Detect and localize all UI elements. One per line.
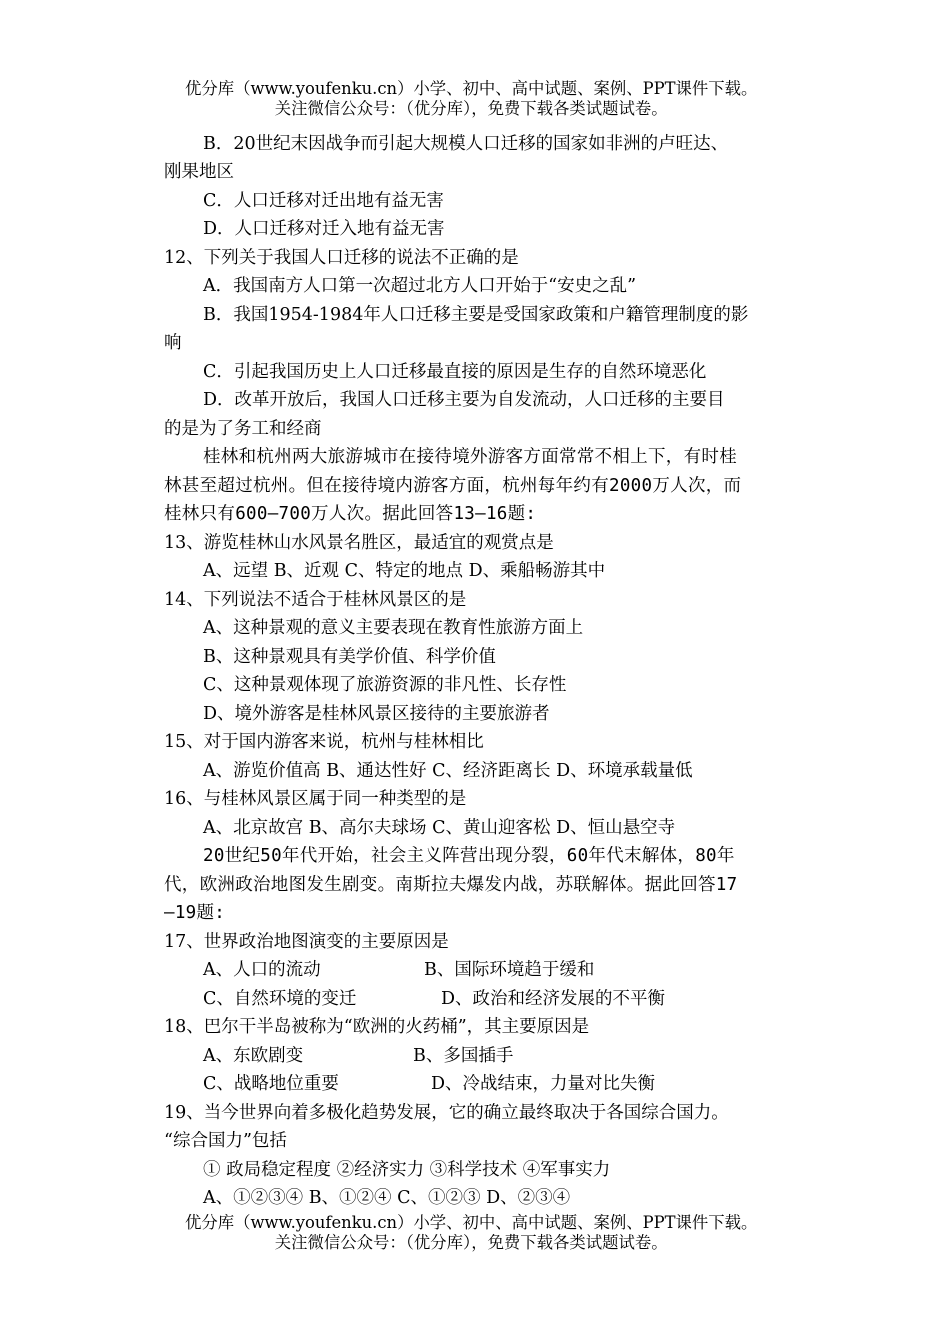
options-15: A、游览价值高 B、通达性好 C、经济距离长 D、环境承载量低 [203,761,693,781]
option-12b-line-2: 响 [164,333,182,353]
option-11d: D．人口迁移对迁入地有益无害 [203,219,445,239]
question-18: 18、巴尔干半岛被称为“欧洲的火药桶”，其主要原因是 [164,1017,590,1037]
question-19-items: ① 政局稳定程度 ②经济实力 ③科学技术 ④军事实力 [203,1160,611,1180]
option-18b: B、多国插手 [413,1046,514,1066]
question-17: 17、世界政治地图演变的主要原因是 [164,932,449,952]
question-19-line-1: 19、当今世界向着多极化趋势发展，它的确立最终取决于各国综合国力。 [164,1103,729,1123]
option-12a: A．我国南方人口第一次超过北方人口开始于“安史之乱” [203,276,637,296]
passage-europe-line-3: —19题: [164,903,226,923]
question-13: 13、游览桂林山水风景名胜区，最适宜的观赏点是 [164,533,554,553]
passage-guilin-line-3: 桂林只有600—700万人次。据此回答13—16题: [164,504,537,524]
footer-line-1: 优分库（www.youfenku.cn）小学、初中、高中试题、案例、PPT课件下载。 [185,1213,758,1232]
option-14b: B、这种景观具有美学价值、科学价值 [203,647,496,667]
option-12b-line-1: B．我国1954-1984年人口迁移主要是受国家政策和户籍管理制度的影 [203,305,749,325]
option-12c: C．引起我国历史上人口迁移最直接的原因是生存的自然环境恶化 [203,362,707,382]
options-13: A、远望 B、近观 C、特定的地点 D、乘船畅游其中 [203,561,606,581]
option-18a: A、东欧剧变 [203,1046,304,1066]
passage-europe-line-2: 代，欧洲政治地图发生剧变。南斯拉夫爆发内战，苏联解体。据此回答17 [164,875,738,895]
passage-europe-line-1: 20世纪50年代开始，社会主义阵营出现分裂，60年代末解体，80年 [203,846,735,866]
options-19: A、①②③④ B、①②④ C、①②③ D、②③④ [203,1188,571,1208]
option-11b-line-2: 刚果地区 [164,162,234,182]
option-17d: D、政治和经济发展的不平衡 [441,989,666,1009]
option-17b: B、国际环境趋于缓和 [424,960,595,980]
question-16: 16、与桂林风景区属于同一种类型的是 [164,789,467,809]
option-18d: D、冷战结束，力量对比失衡 [431,1074,656,1094]
header-line-1: 优分库（www.youfenku.cn）小学、初中、高中试题、案例、PPT课件下载。 [185,79,758,98]
passage-guilin-line-2: 林甚至超过杭州。但在接待境内游客方面，杭州每年约有2000万人次，而 [164,476,742,496]
options-16: A、北京故宫 B、高尔夫球场 C、黄山迎客松 D、恒山悬空寺 [203,818,676,838]
question-12: 12、下列关于我国人口迁移的说法不正确的是 [164,248,519,268]
question-19-line-2: “综合国力”包括 [164,1131,287,1151]
footer-line-2: 关注微信公众号：（优分库），免费下载各类试题试卷。 [274,1233,668,1252]
option-12d-line-2: 的是为了务工和经商 [164,419,322,439]
option-12d-line-1: D．改革开放后，我国人口迁移主要为自发流动，人口迁移的主要目 [203,390,725,410]
option-11b-line-1: B．20世纪末因战争而引起大规模人口迁移的国家如非洲的卢旺达、 [203,134,729,154]
option-14a: A、这种景观的意义主要表现在教育性旅游方面上 [203,618,584,638]
option-11c: C．人口迁移对迁出地有益无害 [203,191,444,211]
passage-guilin-line-1: 桂林和杭州两大旅游城市在接待境外游客方面常常不相上下，有时桂 [203,447,737,467]
header-line-2: 关注微信公众号：（优分库），免费下载各类试题试卷。 [274,99,668,118]
option-14c: C、这种景观体现了旅游资源的非凡性、长存性 [203,675,567,695]
option-14d: D、境外游客是桂林风景区接待的主要旅游者 [203,704,550,724]
option-18c: C、战略地位重要 [203,1074,339,1094]
question-15: 15、对于国内游客来说，杭州与桂林相比 [164,732,484,752]
question-14: 14、下列说法不适合于桂林风景区的是 [164,590,467,610]
option-17a: A、人口的流动 [203,960,321,980]
option-17c: C、自然环境的变迁 [203,989,357,1009]
